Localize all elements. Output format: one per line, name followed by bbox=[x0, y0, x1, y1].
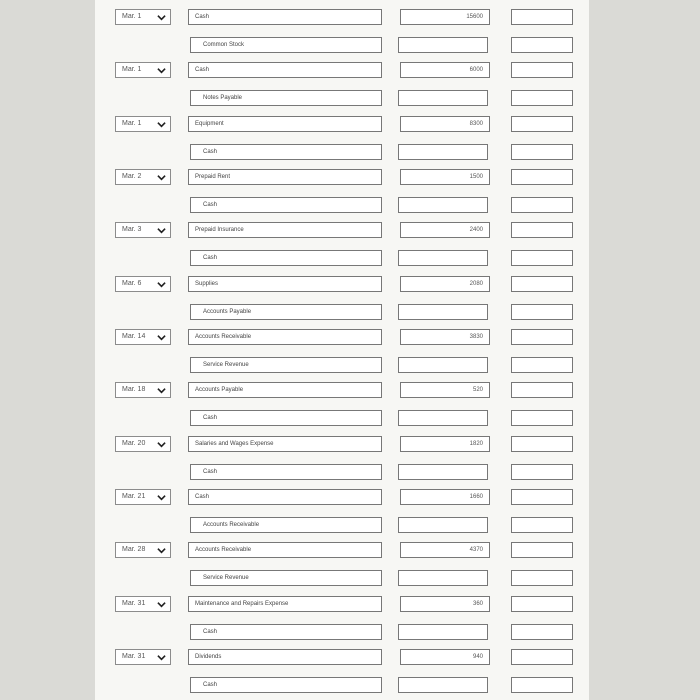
date-select-value: Mar. 31 bbox=[122, 599, 146, 607]
debit-amount-value: 940 bbox=[472, 654, 483, 660]
credit-amount-input[interactable] bbox=[511, 37, 573, 53]
debit-amount-input[interactable] bbox=[400, 222, 490, 238]
credit-account-input[interactable] bbox=[190, 197, 382, 213]
credit-account-value: Service Revenue bbox=[203, 362, 249, 368]
debit-account-input[interactable] bbox=[188, 116, 382, 132]
debit-amount-value: 360 bbox=[472, 600, 483, 607]
debit-amount-value: 3830 bbox=[469, 334, 483, 340]
credit-amount-input[interactable] bbox=[511, 90, 573, 106]
debit-amount-input[interactable] bbox=[400, 489, 490, 505]
debit-amount-input[interactable] bbox=[398, 250, 488, 266]
date-select[interactable] bbox=[115, 116, 171, 132]
debit-account-input[interactable] bbox=[188, 649, 382, 665]
debit-account-value: Accounts Receivable bbox=[195, 334, 252, 340]
debit-account-input[interactable] bbox=[188, 222, 382, 238]
date-select-value: Mar. 1 bbox=[122, 119, 142, 127]
chevron-down-icon[interactable] bbox=[157, 546, 166, 555]
credit-amount-input[interactable] bbox=[511, 517, 573, 533]
credit-account-input[interactable] bbox=[190, 410, 382, 426]
date-select-value: Mar. 14 bbox=[122, 333, 146, 340]
debit-amount-input[interactable] bbox=[400, 382, 490, 398]
debit-amount-value: 8300 bbox=[469, 120, 483, 127]
journal-entry-credit-row bbox=[0, 624, 700, 642]
debit-amount-input[interactable] bbox=[398, 517, 488, 533]
credit-account-value: Cash bbox=[203, 255, 218, 262]
journal-entry-credit-row bbox=[0, 677, 700, 695]
debit-amount-value: 520 bbox=[472, 387, 483, 394]
date-select[interactable] bbox=[115, 9, 171, 25]
debit-amount-input[interactable] bbox=[400, 649, 490, 665]
credit-amount-input[interactable] bbox=[511, 62, 573, 78]
debit-amount-input[interactable] bbox=[400, 276, 490, 292]
credit-amount-input[interactable] bbox=[511, 464, 573, 480]
credit-account-input[interactable] bbox=[190, 517, 382, 533]
debit-account-input[interactable] bbox=[188, 382, 382, 398]
credit-amount-input[interactable] bbox=[511, 357, 573, 373]
debit-amount-input[interactable] bbox=[398, 677, 488, 693]
debit-account-value: Accounts Receivable bbox=[195, 547, 252, 554]
debit-amount-input[interactable] bbox=[398, 410, 488, 426]
credit-account-value: Cash bbox=[203, 148, 218, 155]
credit-amount-input[interactable] bbox=[511, 436, 573, 452]
debit-amount-input[interactable] bbox=[398, 357, 488, 373]
debit-account-value: Equipment bbox=[195, 120, 224, 127]
date-select-value: Mar. 1 bbox=[122, 13, 142, 20]
debit-amount-value: 15600 bbox=[466, 14, 483, 20]
debit-amount-input[interactable] bbox=[400, 62, 490, 78]
debit-amount-value: 1820 bbox=[469, 440, 483, 447]
credit-account-value: Accounts Receivable bbox=[203, 522, 260, 528]
date-select[interactable] bbox=[115, 489, 171, 505]
journal-entry-credit-row bbox=[0, 197, 700, 215]
credit-account-value: Cash bbox=[203, 202, 218, 208]
debit-amount-value: 1500 bbox=[469, 174, 483, 180]
debit-account-input[interactable] bbox=[188, 276, 382, 292]
debit-account-input[interactable] bbox=[188, 169, 382, 185]
debit-account-input[interactable] bbox=[188, 329, 382, 345]
chevron-down-icon[interactable] bbox=[157, 386, 166, 395]
date-select-value: Mar. 20 bbox=[122, 439, 146, 447]
journal-entry-credit-row bbox=[0, 250, 700, 268]
debit-amount-input[interactable] bbox=[398, 197, 488, 213]
journal-entry-credit-row bbox=[0, 144, 700, 162]
credit-account-value: Cash bbox=[203, 682, 218, 688]
journal-entry-debit-row bbox=[0, 169, 700, 187]
credit-account-input[interactable] bbox=[190, 37, 382, 53]
chevron-down-icon[interactable] bbox=[157, 280, 166, 289]
date-select[interactable] bbox=[115, 382, 171, 398]
debit-account-value: Dividends bbox=[195, 654, 222, 660]
chevron-down-icon[interactable] bbox=[157, 173, 166, 182]
date-select[interactable] bbox=[115, 276, 171, 292]
debit-account-input[interactable] bbox=[188, 489, 382, 505]
chevron-down-icon[interactable] bbox=[157, 493, 166, 502]
journal-entry-credit-row bbox=[0, 464, 700, 482]
debit-amount-input[interactable] bbox=[398, 90, 488, 106]
debit-account-value: Prepaid Insurance bbox=[195, 227, 244, 234]
credit-amount-input[interactable] bbox=[511, 570, 573, 586]
credit-account-value: Cash bbox=[203, 415, 218, 422]
credit-account-value: Notes Payable bbox=[203, 95, 243, 102]
date-select[interactable] bbox=[115, 222, 171, 238]
date-select[interactable] bbox=[115, 436, 171, 452]
journal-entry-credit-row bbox=[0, 357, 700, 375]
debit-amount-input[interactable] bbox=[400, 116, 490, 132]
debit-amount-value: 4370 bbox=[469, 547, 483, 554]
chevron-down-icon[interactable] bbox=[157, 600, 166, 609]
credit-account-input[interactable] bbox=[190, 357, 382, 373]
date-select-value: Mar. 2 bbox=[122, 173, 142, 180]
credit-amount-input[interactable] bbox=[511, 677, 573, 693]
debit-amount-value: 2400 bbox=[469, 227, 483, 234]
journal-entry-debit-row bbox=[0, 9, 700, 27]
journal-entry-credit-row bbox=[0, 410, 700, 428]
credit-account-value: Service Revenue bbox=[203, 575, 249, 582]
chevron-down-icon[interactable] bbox=[157, 226, 166, 235]
credit-amount-input[interactable] bbox=[511, 222, 573, 238]
journal-entry-credit-row bbox=[0, 90, 700, 108]
date-select[interactable] bbox=[115, 542, 171, 558]
debit-account-value: Cash bbox=[195, 14, 210, 20]
credit-amount-input[interactable] bbox=[511, 489, 573, 505]
debit-amount-input[interactable] bbox=[400, 329, 490, 345]
date-select-value: Mar. 21 bbox=[122, 493, 146, 500]
credit-amount-input[interactable] bbox=[511, 197, 573, 213]
credit-amount-input[interactable] bbox=[511, 382, 573, 398]
credit-account-input[interactable] bbox=[190, 304, 382, 320]
debit-amount-value: 6000 bbox=[469, 67, 483, 74]
debit-amount-input[interactable] bbox=[398, 570, 488, 586]
credit-amount-input[interactable] bbox=[511, 596, 573, 612]
journal-entry-credit-row bbox=[0, 37, 700, 55]
debit-account-input[interactable] bbox=[188, 62, 382, 78]
date-select[interactable] bbox=[115, 169, 171, 185]
credit-amount-input[interactable] bbox=[511, 410, 573, 426]
journal-entry-debit-row bbox=[0, 382, 700, 400]
credit-amount-input[interactable] bbox=[511, 276, 573, 292]
debit-account-input[interactable] bbox=[188, 9, 382, 25]
debit-account-input[interactable] bbox=[188, 542, 382, 558]
credit-amount-input[interactable] bbox=[511, 116, 573, 132]
date-select-value: Mar. 18 bbox=[122, 386, 146, 394]
journal-entry-debit-row bbox=[0, 436, 700, 454]
debit-account-value: Cash bbox=[195, 67, 210, 74]
debit-amount-input[interactable] bbox=[398, 37, 488, 53]
date-select[interactable] bbox=[115, 329, 171, 345]
credit-amount-input[interactable] bbox=[511, 542, 573, 558]
journal-entry-debit-row bbox=[0, 276, 700, 294]
debit-amount-input[interactable] bbox=[398, 144, 488, 160]
credit-amount-input[interactable] bbox=[511, 329, 573, 345]
journal-entry-debit-row bbox=[0, 116, 700, 134]
journal-entry-credit-row bbox=[0, 304, 700, 322]
credit-account-input[interactable] bbox=[190, 250, 382, 266]
debit-amount-input[interactable] bbox=[400, 169, 490, 185]
date-select-value: Mar. 28 bbox=[122, 546, 146, 554]
chevron-down-icon[interactable] bbox=[157, 13, 166, 22]
journal-entry-debit-row bbox=[0, 62, 700, 80]
debit-amount-value: 2080 bbox=[469, 280, 483, 287]
debit-amount-input[interactable] bbox=[400, 596, 490, 612]
journal-entry-debit-row bbox=[0, 542, 700, 560]
credit-account-value: Cash bbox=[203, 628, 218, 635]
debit-amount-input[interactable] bbox=[398, 304, 488, 320]
journal-entry-debit-row bbox=[0, 222, 700, 240]
journal-entry-debit-row bbox=[0, 329, 700, 347]
date-select[interactable] bbox=[115, 649, 171, 665]
credit-amount-input[interactable] bbox=[511, 144, 573, 160]
date-select-value: Mar. 31 bbox=[122, 653, 146, 660]
credit-account-value: Accounts Payable bbox=[203, 308, 252, 315]
credit-amount-input[interactable] bbox=[511, 250, 573, 266]
debit-amount-input[interactable] bbox=[398, 624, 488, 640]
debit-account-value: Cash bbox=[195, 494, 210, 500]
credit-amount-input[interactable] bbox=[511, 624, 573, 640]
debit-amount-input[interactable] bbox=[400, 542, 490, 558]
date-select[interactable] bbox=[115, 596, 171, 612]
date-select[interactable] bbox=[115, 62, 171, 78]
credit-account-input[interactable] bbox=[190, 677, 382, 693]
debit-account-value: Accounts Payable bbox=[195, 387, 244, 394]
date-select-value: Mar. 1 bbox=[122, 66, 142, 74]
credit-amount-input[interactable] bbox=[511, 649, 573, 665]
debit-account-value: Prepaid Rent bbox=[195, 174, 231, 180]
journal-entry-credit-row bbox=[0, 570, 700, 588]
debit-amount-input[interactable] bbox=[400, 436, 490, 452]
chevron-down-icon[interactable] bbox=[157, 333, 166, 342]
debit-account-value: Maintenance and Repairs Expense bbox=[195, 600, 289, 607]
journal-entry-debit-row bbox=[0, 649, 700, 667]
journal-entry-debit-row bbox=[0, 489, 700, 507]
chevron-down-icon[interactable] bbox=[157, 440, 166, 449]
debit-account-value: Supplies bbox=[195, 280, 219, 287]
journal-entry-debit-row bbox=[0, 596, 700, 614]
journal-entry-credit-row bbox=[0, 517, 700, 535]
credit-amount-input[interactable] bbox=[511, 9, 573, 25]
debit-account-input[interactable] bbox=[188, 436, 382, 452]
credit-account-value: Common Stock bbox=[203, 42, 245, 48]
credit-account-value: Cash bbox=[203, 468, 218, 475]
credit-amount-input[interactable] bbox=[511, 304, 573, 320]
credit-amount-input[interactable] bbox=[511, 169, 573, 185]
credit-account-input[interactable] bbox=[190, 90, 382, 106]
credit-account-input[interactable] bbox=[190, 464, 382, 480]
chevron-down-icon[interactable] bbox=[157, 120, 166, 129]
debit-amount-value: 1660 bbox=[469, 494, 483, 500]
chevron-down-icon[interactable] bbox=[157, 66, 166, 75]
credit-account-input[interactable] bbox=[190, 624, 382, 640]
debit-amount-input[interactable] bbox=[398, 464, 488, 480]
date-select-value: Mar. 6 bbox=[122, 279, 142, 287]
debit-amount-input[interactable] bbox=[400, 9, 490, 25]
debit-account-input[interactable] bbox=[188, 596, 382, 612]
chevron-down-icon[interactable] bbox=[157, 653, 166, 662]
date-select-value: Mar. 3 bbox=[122, 226, 142, 234]
debit-account-value: Salaries and Wages Expense bbox=[195, 440, 274, 447]
credit-account-input[interactable] bbox=[190, 570, 382, 586]
credit-account-input[interactable] bbox=[190, 144, 382, 160]
